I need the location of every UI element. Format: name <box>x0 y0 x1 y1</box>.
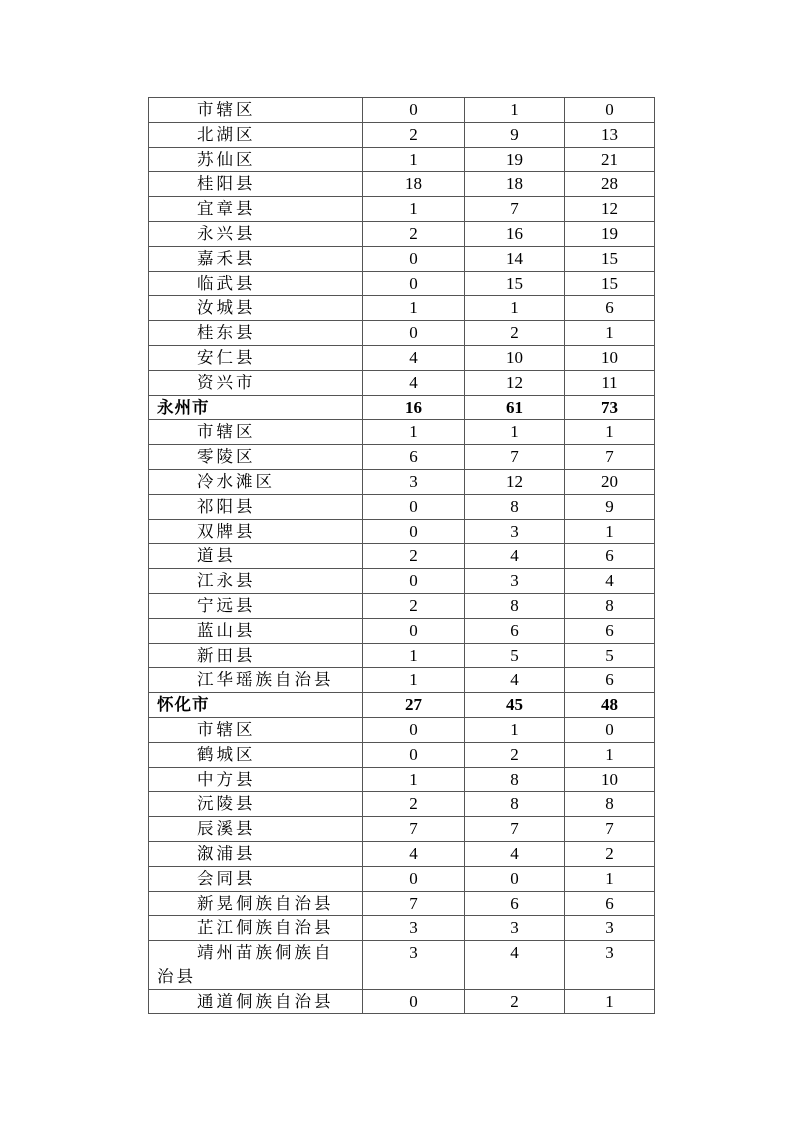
value-cell-2: 4 <box>465 544 565 569</box>
value-cell-1: 0 <box>363 246 465 271</box>
table-row <box>149 98 655 123</box>
value-cell-2: 6 <box>465 891 565 916</box>
value-cell-2: 1 <box>465 420 565 445</box>
table-row <box>149 643 655 668</box>
value-cell-3: 19 <box>565 221 655 246</box>
value-cell-1: 0 <box>363 866 465 891</box>
district-name-cell: 道县 <box>149 544 363 569</box>
value-cell-3: 5 <box>565 643 655 668</box>
district-name-cell: 安仁县 <box>149 345 363 370</box>
value-cell-1: 16 <box>363 395 465 420</box>
value-cell-1: 7 <box>363 817 465 842</box>
district-name-cell: 冷水滩区 <box>149 469 363 494</box>
table-row <box>149 544 655 569</box>
value-cell-2: 1 <box>465 296 565 321</box>
value-cell-3: 1 <box>565 519 655 544</box>
value-cell-3: 10 <box>565 767 655 792</box>
value-cell-3: 12 <box>565 197 655 222</box>
value-cell-1: 4 <box>363 345 465 370</box>
value-cell-2: 0 <box>465 866 565 891</box>
district-name-cell: 资兴市 <box>149 370 363 395</box>
value-cell-2: 61 <box>465 395 565 420</box>
value-cell-1: 3 <box>363 916 465 941</box>
district-name-cell: 临武县 <box>149 271 363 296</box>
value-cell-3: 2 <box>565 841 655 866</box>
city-row <box>149 395 655 420</box>
value-cell-3: 3 <box>565 941 655 990</box>
district-name-cell: 会同县 <box>149 866 363 891</box>
statistics-table <box>148 97 655 1014</box>
value-cell-1: 0 <box>363 271 465 296</box>
value-cell-1: 2 <box>363 544 465 569</box>
value-cell-2: 3 <box>465 916 565 941</box>
value-cell-2: 5 <box>465 643 565 668</box>
district-name-cell: 中方县 <box>149 767 363 792</box>
value-cell-1: 1 <box>363 197 465 222</box>
value-cell-2: 45 <box>465 693 565 718</box>
value-cell-3: 28 <box>565 172 655 197</box>
table-row <box>149 792 655 817</box>
value-cell-3: 1 <box>565 866 655 891</box>
table-row <box>149 321 655 346</box>
city-row <box>149 693 655 718</box>
table-row <box>149 420 655 445</box>
value-cell-2: 2 <box>465 321 565 346</box>
value-cell-3: 10 <box>565 345 655 370</box>
value-cell-2: 18 <box>465 172 565 197</box>
table-row <box>149 916 655 941</box>
district-name-cell: 宁远县 <box>149 593 363 618</box>
table-row <box>149 345 655 370</box>
value-cell-2: 12 <box>465 469 565 494</box>
value-cell-3: 48 <box>565 693 655 718</box>
value-cell-2: 8 <box>465 494 565 519</box>
value-cell-3: 73 <box>565 395 655 420</box>
value-cell-3: 0 <box>565 98 655 123</box>
district-name-cell: 江永县 <box>149 569 363 594</box>
value-cell-2: 7 <box>465 197 565 222</box>
value-cell-2: 16 <box>465 221 565 246</box>
district-name-cell: 市辖区 <box>149 420 363 445</box>
value-cell-2: 8 <box>465 767 565 792</box>
value-cell-3: 7 <box>565 817 655 842</box>
district-name-cell: 汝城县 <box>149 296 363 321</box>
value-cell-2: 15 <box>465 271 565 296</box>
value-cell-3: 13 <box>565 122 655 147</box>
district-name-cell: 双牌县 <box>149 519 363 544</box>
value-cell-3: 6 <box>565 668 655 693</box>
district-name-cell: 祁阳县 <box>149 494 363 519</box>
table-row <box>149 742 655 767</box>
district-name-cell: 溆浦县 <box>149 841 363 866</box>
value-cell-2: 8 <box>465 792 565 817</box>
district-name-cell: 蓝山县 <box>149 618 363 643</box>
value-cell-3: 6 <box>565 296 655 321</box>
value-cell-2: 14 <box>465 246 565 271</box>
value-cell-2: 7 <box>465 445 565 470</box>
table-row <box>149 817 655 842</box>
table-row <box>149 197 655 222</box>
value-cell-1: 0 <box>363 618 465 643</box>
district-name-cell: 桂东县 <box>149 321 363 346</box>
district-name-cell: 通道侗族自治县 <box>149 989 363 1014</box>
district-name-cell: 市辖区 <box>149 717 363 742</box>
table-row <box>149 767 655 792</box>
value-cell-1: 2 <box>363 593 465 618</box>
value-cell-2: 3 <box>465 519 565 544</box>
value-cell-1: 2 <box>363 122 465 147</box>
value-cell-3: 1 <box>565 420 655 445</box>
table-row <box>149 246 655 271</box>
district-name-cell: 鹤城区 <box>149 742 363 767</box>
table-row <box>149 618 655 643</box>
value-cell-3: 4 <box>565 569 655 594</box>
table-row <box>149 494 655 519</box>
district-name-cell: 江华瑶族自治县 <box>149 668 363 693</box>
value-cell-3: 11 <box>565 370 655 395</box>
district-name-cell: 宜章县 <box>149 197 363 222</box>
value-cell-3: 0 <box>565 717 655 742</box>
value-cell-2: 1 <box>465 717 565 742</box>
table-row <box>149 668 655 693</box>
value-cell-1: 7 <box>363 891 465 916</box>
table-row <box>149 221 655 246</box>
city-name-cell: 怀化市 <box>149 693 363 718</box>
table-row <box>149 841 655 866</box>
value-cell-1: 1 <box>363 420 465 445</box>
table-row <box>149 172 655 197</box>
table-row <box>149 717 655 742</box>
value-cell-1: 0 <box>363 321 465 346</box>
value-cell-1: 1 <box>363 767 465 792</box>
district-name-cell: 嘉禾县 <box>149 246 363 271</box>
table-row <box>149 271 655 296</box>
table-body <box>149 98 655 1014</box>
value-cell-1: 1 <box>363 296 465 321</box>
table-row <box>149 569 655 594</box>
table-row <box>149 147 655 172</box>
value-cell-3: 3 <box>565 916 655 941</box>
value-cell-1: 6 <box>363 445 465 470</box>
value-cell-3: 6 <box>565 544 655 569</box>
value-cell-1: 4 <box>363 370 465 395</box>
value-cell-3: 21 <box>565 147 655 172</box>
value-cell-1: 4 <box>363 841 465 866</box>
value-cell-1: 0 <box>363 569 465 594</box>
district-name-cell: 零陵区 <box>149 445 363 470</box>
value-cell-3: 15 <box>565 246 655 271</box>
value-cell-1: 2 <box>363 792 465 817</box>
value-cell-1: 0 <box>363 742 465 767</box>
district-name-cell: 芷江侗族自治县 <box>149 916 363 941</box>
value-cell-3: 15 <box>565 271 655 296</box>
value-cell-3: 1 <box>565 989 655 1014</box>
value-cell-2: 2 <box>465 989 565 1014</box>
district-name-cell: 市辖区 <box>149 98 363 123</box>
value-cell-2: 10 <box>465 345 565 370</box>
table-row <box>149 370 655 395</box>
value-cell-2: 2 <box>465 742 565 767</box>
table-row <box>149 593 655 618</box>
value-cell-1: 0 <box>363 494 465 519</box>
district-name-cell: 北湖区 <box>149 122 363 147</box>
value-cell-3: 8 <box>565 593 655 618</box>
value-cell-1: 0 <box>363 519 465 544</box>
value-cell-2: 7 <box>465 817 565 842</box>
table-row <box>149 519 655 544</box>
district-name-cell: 靖州苗族侗族自治县 <box>149 941 363 990</box>
value-cell-2: 1 <box>465 98 565 123</box>
district-name-cell: 新田县 <box>149 643 363 668</box>
district-name-cell: 桂阳县 <box>149 172 363 197</box>
table-row <box>149 469 655 494</box>
table-row <box>149 296 655 321</box>
table-row <box>149 866 655 891</box>
value-cell-1: 18 <box>363 172 465 197</box>
value-cell-3: 6 <box>565 618 655 643</box>
value-cell-1: 3 <box>363 469 465 494</box>
district-name-cell: 辰溪县 <box>149 817 363 842</box>
value-cell-3: 8 <box>565 792 655 817</box>
table-row <box>149 941 655 990</box>
value-cell-2: 9 <box>465 122 565 147</box>
value-cell-1: 0 <box>363 98 465 123</box>
value-cell-2: 6 <box>465 618 565 643</box>
value-cell-2: 8 <box>465 593 565 618</box>
value-cell-1: 27 <box>363 693 465 718</box>
district-name-cell: 沅陵县 <box>149 792 363 817</box>
value-cell-3: 6 <box>565 891 655 916</box>
district-name-cell: 新晃侗族自治县 <box>149 891 363 916</box>
value-cell-2: 19 <box>465 147 565 172</box>
value-cell-3: 1 <box>565 321 655 346</box>
value-cell-1: 3 <box>363 941 465 990</box>
value-cell-1: 0 <box>363 989 465 1014</box>
district-name-cell: 苏仙区 <box>149 147 363 172</box>
value-cell-1: 1 <box>363 147 465 172</box>
city-name-cell: 永州市 <box>149 395 363 420</box>
district-name-cell: 永兴县 <box>149 221 363 246</box>
value-cell-1: 1 <box>363 643 465 668</box>
value-cell-1: 1 <box>363 668 465 693</box>
value-cell-3: 7 <box>565 445 655 470</box>
table-row <box>149 891 655 916</box>
value-cell-2: 4 <box>465 941 565 990</box>
value-cell-3: 9 <box>565 494 655 519</box>
value-cell-2: 3 <box>465 569 565 594</box>
table-row <box>149 445 655 470</box>
table-row <box>149 122 655 147</box>
value-cell-2: 4 <box>465 668 565 693</box>
value-cell-2: 4 <box>465 841 565 866</box>
value-cell-2: 12 <box>465 370 565 395</box>
value-cell-3: 1 <box>565 742 655 767</box>
value-cell-1: 2 <box>363 221 465 246</box>
value-cell-1: 0 <box>363 717 465 742</box>
value-cell-3: 20 <box>565 469 655 494</box>
table-row <box>149 989 655 1014</box>
